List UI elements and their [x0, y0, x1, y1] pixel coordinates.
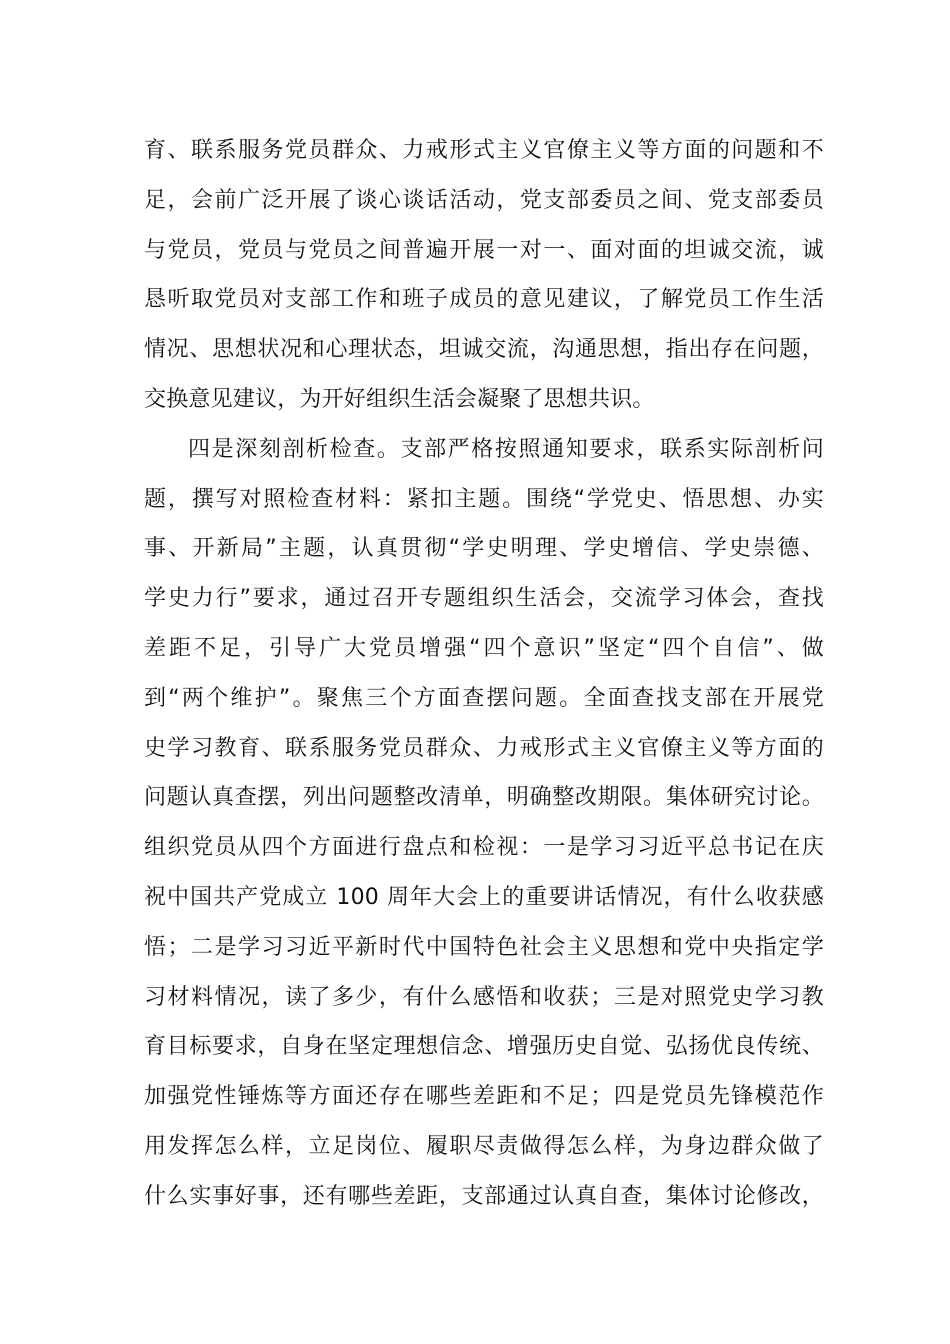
text-line: 育、联系服务党员群众、力戒形式主义官僚主义等方面的问题和不 — [144, 138, 824, 163]
text-line: 到“两个维护”。聚焦三个方面查摆问题。全面查找支部在开展党 — [144, 685, 824, 711]
text-line: 用发挥怎么样，立足岗位、履职尽责做得怎么样，为身边群众做了 — [144, 1133, 824, 1159]
text-line: 祝中国共产党成立 100 周年大会上的重要讲话情况，有什么收获感 — [144, 884, 824, 910]
text-line: 悟；二是学习习近平新时代中国特色社会主义思想和党中央指定学 — [144, 934, 824, 960]
text-line: 组织党员从四个方面进行盘点和检视：一是学习习近平总书记在庆 — [144, 835, 824, 861]
text-line: 事、开新局”主题，认真贯彻“学史明理、学史增信、学史崇德、 — [144, 536, 824, 562]
text-line: 与党员，党员与党员之间普遍开展一对一、面对面的坦诚交流，诚 — [144, 237, 824, 263]
text-line: 加强党性锤炼等方面还存在哪些差距和不足；四是党员先锋模范作 — [144, 1084, 824, 1110]
text-line: 差距不足，引导广大党员增强“四个意识”坚定“四个自信”、做 — [144, 635, 824, 661]
text-line: 学史力行”要求，通过召开专题组织生活会，交流学习体会，查找 — [144, 586, 824, 612]
text-line: 什么实事好事，还有哪些差距，支部通过认真自查，集体讨论修改， — [144, 1183, 824, 1209]
text-line: 史学习教育、联系服务党员群众、力戒形式主义官僚主义等方面的 — [144, 735, 824, 761]
text-line: 交换意见建议，为开好组织生活会凝聚了思想共识。 — [144, 386, 655, 412]
text-line: 恳听取党员对支部工作和班子成员的意见建议，了解党员工作生活 — [144, 287, 824, 313]
body-text — [144, 126, 824, 1222]
text-line: 育目标要求，自身在坚定理想信念、增强历史自觉、弘扬优良传统、 — [144, 1034, 824, 1060]
text-line: 题，撰写对照检查材料：紧扣主题。围绕“学党史、悟思想、办实 — [144, 486, 824, 512]
text-line: 习材料情况，读了多少，有什么感悟和收获；三是对照党史学习教 — [144, 984, 824, 1010]
text-line: 问题认真查摆，列出问题整改清单，明确整改期限。集体研究讨论。 — [144, 785, 824, 811]
text-line: 四是深刻剖析检查。支部严格按照通知要求，联系实际剖析问 — [188, 436, 824, 462]
text-line: 情况、思想状况和心理状态，坦诚交流，沟通思想，指出存在问题， — [144, 337, 824, 363]
text-line: 足，会前广泛开展了谈心谈话活动，党支部委员之间、党支部委员 — [144, 187, 824, 213]
